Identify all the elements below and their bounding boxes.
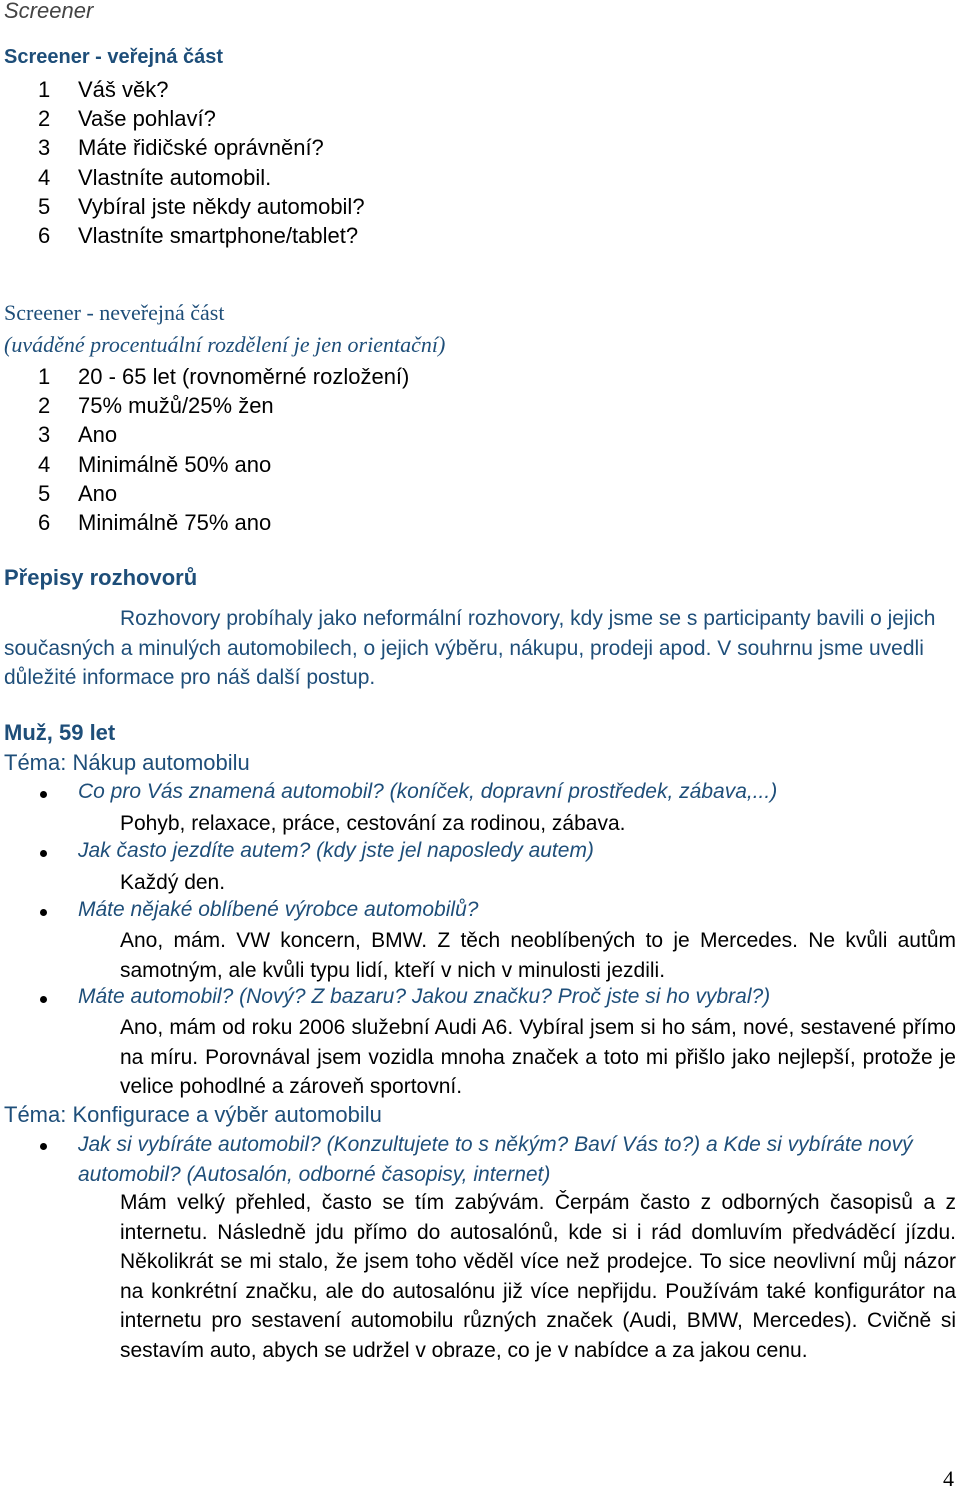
topic-heading: Téma: Nákup automobilu — [4, 750, 250, 775]
interview-question: Jak si vybíráte automobil? (Konzultujete to s někým? Baví Vás to?) a Kde si vybíráte nový automobil? (Autosalón, odborné časopisy, internet) — [78, 1133, 913, 1186]
item-number: 6 — [38, 222, 51, 248]
interview-question: Máte nějaké oblíbené výrobce automobilů? — [78, 898, 479, 921]
item-text: Vlastníte smartphone/tablet? — [78, 222, 359, 248]
transcripts-intro — [4, 604, 954, 693]
item-number: 6 — [38, 509, 51, 535]
private-screener-title: Screener - neveřejná část — [4, 300, 225, 325]
document-header: Screener — [4, 0, 94, 23]
item-number: 5 — [38, 193, 51, 219]
list-item — [38, 450, 409, 479]
transcripts-title: Přepisy rozhovorů — [4, 565, 198, 590]
item-number: 2 — [38, 106, 51, 132]
item-text: 20 - 65 let (rovnoměrné rozložení) — [78, 364, 410, 389]
list-item — [38, 163, 365, 192]
item-text: Vybíral jste někdy automobil? — [78, 193, 365, 219]
item-text: 75% mužů/25% žen — [78, 393, 274, 419]
item-text: Ano — [78, 480, 118, 506]
topic-heading: Téma: Konfigurace a výběr automobilu — [4, 1102, 382, 1127]
interview-answer: Mám velký přehled, často se tím zabývám. Čerpám často z odborných časopisů a z internetu. Následně jdu přímo do autosalónů, kde si i rád domluvím předváděcí jízdu. Několikrát se mi stalo, že jsem toho věděl více než prodejce. To sice neovlivní můj názor na konkrétní značku, ale do autosalónu již více nepřijdu. Používám také konfigurátor na internetu pro sestavení automobilu různých značek (Audi, BMW, Mercedes). Cvičně si sestavím auto, abych se udržel v obraze, co je v nabídce a za jakou cenu. — [120, 1191, 956, 1362]
list-item — [38, 104, 365, 133]
list-item — [38, 362, 409, 391]
bullet-icon — [40, 996, 47, 1003]
bullet-icon — [40, 1143, 47, 1150]
list-item — [38, 391, 409, 420]
list-item — [38, 192, 365, 221]
interview-answer: Každý den. — [120, 871, 226, 894]
interview-question: Máte automobil? (Nový? Z bazaru? Jakou značku? Proč jste si ho vybral?) — [78, 985, 771, 1008]
list-item — [38, 420, 409, 449]
list-item — [38, 508, 409, 537]
list-item — [38, 479, 409, 508]
page-number: 4 — [943, 1466, 954, 1491]
intro-text: Rozhovory probíhaly jako neformální rozhovory, kdy jsme se s participanty bavili o jejich současných a minulých automobilech, o jejich výběru, nákupu, prodeji apod. V souhrnu jsme uvedli důležité informace pro náš další postup. — [4, 607, 936, 689]
item-number: 4 — [38, 451, 51, 477]
item-text: Váš věk? — [78, 77, 169, 102]
bullet-icon — [40, 909, 47, 916]
private-screener-note: (uváděné procentuální rozdělení je jen orientační) — [4, 332, 446, 357]
item-number: 4 — [38, 164, 51, 190]
item-text: Ano — [78, 422, 118, 448]
list-item — [38, 221, 365, 250]
public-question-list — [38, 75, 365, 250]
item-text: Vaše pohlaví? — [78, 106, 216, 132]
item-text: Minimálně 50% ano — [78, 451, 272, 477]
list-item — [38, 75, 365, 104]
interview-answer: Ano, mám od roku 2006 služební Audi A6. Vybíral jsem si ho sám, nové, sestavené přímo na míru. Porovnával jsem vozidla mnoha značek a toto mi přišlo jako nejlepší, protože je velice pohodlné a zároveň sportovní. — [120, 1016, 956, 1098]
private-answer-list — [38, 362, 409, 537]
item-number: 1 — [38, 77, 51, 102]
interview-answer: Ano, mám. VW koncern, BMW. Z těch neoblíbených to je Mercedes. Ne kvůli autům samotným, ale kvůli typu lidí, kteří v nich v minulosti jezdili. — [120, 929, 956, 982]
item-number: 1 — [38, 364, 51, 389]
item-number: 3 — [38, 422, 51, 448]
interview-person: Muž, 59 let — [4, 720, 116, 745]
item-text: Minimálně 75% ano — [78, 509, 272, 535]
item-text: Máte řidičské oprávnění? — [78, 135, 324, 161]
interview-answer: Pohyb, relaxace, práce, cestování za rodinou, zábava. — [120, 812, 626, 835]
interview-question: Co pro Vás znamená automobil? (koníček, dopravní prostředek, zábava,...) — [78, 780, 778, 803]
item-text: Vlastníte automobil. — [78, 164, 272, 190]
public-screener-title: Screener - veřejná část — [4, 46, 224, 68]
bullet-icon — [40, 850, 47, 857]
item-number: 2 — [38, 393, 51, 419]
item-number: 5 — [38, 480, 51, 506]
item-number: 3 — [38, 135, 51, 161]
bullet-icon — [40, 791, 47, 798]
list-item — [38, 133, 365, 162]
interview-question: Jak často jezdíte autem? (kdy jste jel naposledy autem) — [78, 839, 594, 862]
